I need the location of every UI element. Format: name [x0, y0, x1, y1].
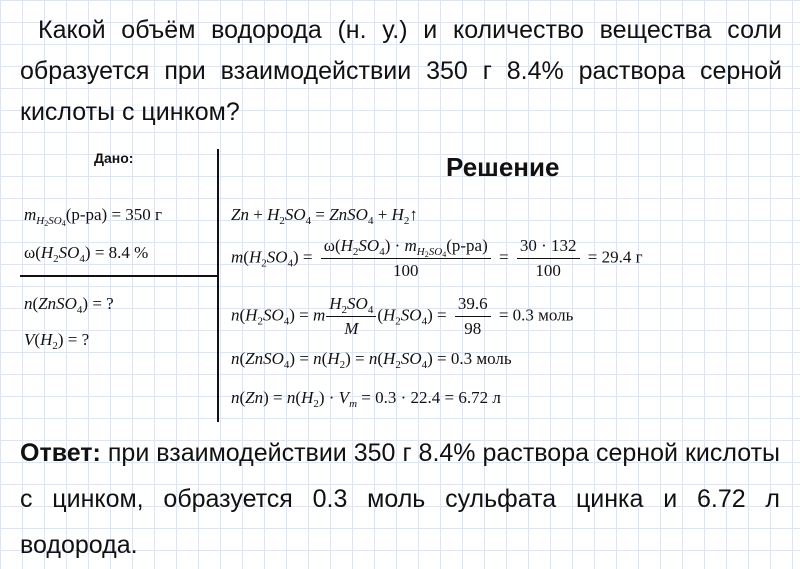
answer-label: Ответ:: [20, 439, 101, 467]
given-mass-fraction: $\omega(H_2SO_4) = 8.4$ %: [24, 243, 149, 265]
given-solution-mass: $m_{H_2SO_4}(р-ра) = 350$ г: [24, 205, 163, 228]
moles-equality: n(ZnSO$_4$) = $n(H_2) = n(H_2SO_4) = 0.3$ моль: [231, 349, 512, 371]
given-heading: Дано:: [94, 150, 134, 166]
solution-heading: Решение: [446, 152, 560, 182]
reaction-equation: $Zn + H_2SO_4$ = ZnSO$_4$ + $H_2↑$: [231, 205, 418, 227]
acid-moles-calculation: $n(H_2SO_4) = m$ $\frac{H_2SO_4}{M}$ $(H_2SO_4)$ = $\frac{39.6}{98}$ = 0.3 моль: [231, 294, 574, 338]
mass-numeric-fraction: $\frac{30 \cdot 132}{100}$: [517, 236, 580, 281]
hydrogen-volume-calculation: $n(Zn) = n(H_2) \cdot V_m = 0.3 \cdot 22.4 = 6.72$ л: [231, 388, 501, 410]
answer-text: при взаимодействии 350 г 8.4% раствора серной кислоты с цинком, образуется 0.3 моль сульфата цинка и 6.72 л водорода.: [20, 439, 781, 559]
mass-formula-fraction: $\frac{\omega(H_2SO_4) \cdot m_{H_2SO_4}(р-ра)}{100}$: [321, 236, 491, 281]
problem-text: Какой объём водорода (н. у.) и количество вещества соли образуется при взаимодействии 350 г 8.4% раствора серной кислоты с цинком?: [20, 16, 782, 126]
given-find-divider: [20, 275, 217, 277]
mass-result: = 29.4 г: [587, 247, 643, 267]
moles-result: = 0.3 моль: [498, 305, 574, 325]
find-salt-amount: n(ZnSO$_4$) = ?: [24, 294, 114, 316]
vertical-divider: [217, 149, 219, 422]
moles-numeric-fraction: $\frac{39.6}{98}$: [455, 294, 491, 339]
find-hydrogen-volume: $V(H_2)$ = ?: [24, 330, 90, 352]
acid-mass-calculation: $m(H_2SO_4)$ = $\frac{\omega(H_2SO_4) \cdot m_{H_2SO_4}(р-ра)}{100}$ = $\frac{30 \cdot 132}{100}$ = 29.4 г: [231, 236, 643, 280]
answer-block: [20, 430, 780, 568]
problem-statement: [20, 10, 782, 133]
